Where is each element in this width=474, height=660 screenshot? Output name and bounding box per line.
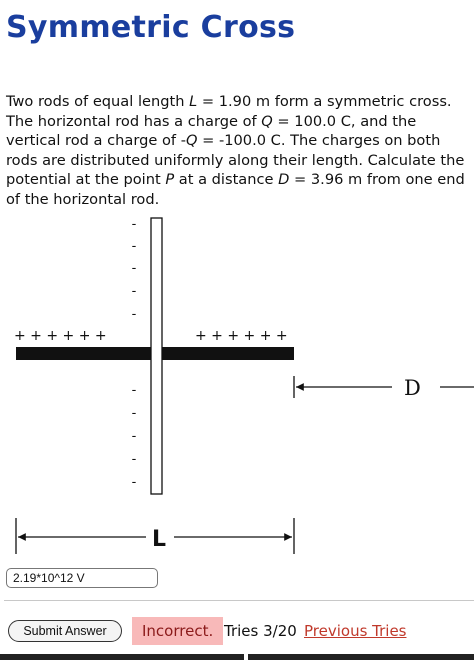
minus-charge: -	[131, 429, 137, 444]
previous-tries-link[interactable]: Previous Tries	[304, 622, 407, 640]
minus-charge: -	[131, 239, 137, 254]
problem-text-part: = 1.90 m form a symmetric cross. The horizontal rod has a charge of	[6, 93, 452, 130]
problem-text-part: Two rods of equal length	[6, 93, 190, 110]
problem-text-part: at a distance	[174, 171, 279, 188]
answer-input[interactable]	[6, 568, 158, 588]
divider	[4, 600, 474, 601]
symbol-P: P	[165, 171, 175, 188]
problem-text-part: = -100.0 C. The charges on both rods are distributed uniformly along their length. Calculate the potential at the point	[6, 132, 465, 188]
minus-charge: -	[131, 284, 137, 299]
minus-charge: -	[131, 383, 137, 398]
tries-count: Tries 3/20	[224, 622, 297, 640]
minus-charge: -	[131, 475, 137, 490]
status-badge: Incorrect.	[132, 617, 223, 645]
page-title: Symmetric Cross	[6, 10, 296, 45]
minus-charge: -	[131, 452, 137, 467]
bottom-bar	[0, 654, 474, 660]
cross-diagram	[0, 212, 474, 562]
minus-charge: -	[131, 217, 137, 232]
submit-answer-button[interactable]: Submit Answer	[8, 620, 122, 642]
problem-text-part: = 3.96 m from one end of the horizontal rod.	[6, 171, 465, 208]
symbol-D: D	[278, 171, 290, 188]
minus-charge: -	[131, 406, 137, 421]
l-label: L	[152, 527, 167, 552]
problem-text	[6, 92, 468, 209]
vertical-rod	[151, 218, 162, 494]
d-label: D	[404, 376, 421, 400]
minus-charge: -	[131, 261, 137, 276]
symbol-L: L	[189, 93, 198, 110]
plus-charges-right: + + + + + +	[195, 328, 288, 344]
symbol-Q: Q	[185, 132, 198, 149]
minus-charge: -	[131, 307, 137, 322]
symbol-Q: Q	[261, 112, 273, 130]
plus-charges-left: + + + + + +	[14, 328, 107, 344]
problem-text-part: = 100.0 C, and the vertical rod a charge of -	[6, 112, 417, 149]
